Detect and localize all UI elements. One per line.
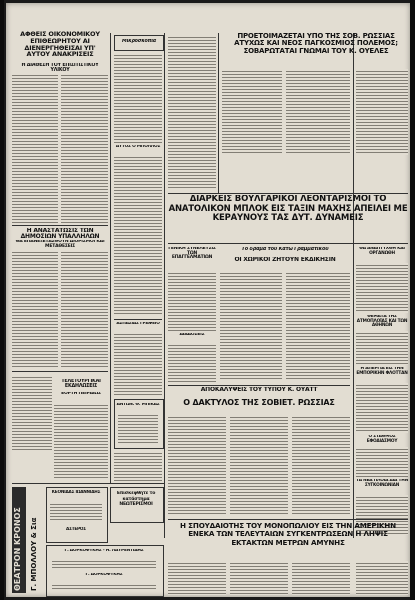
right-head-2: ΘΕΜΑΤΑ ΤΗΣ ΑΤΜΟΠΛΟΪΑΣ ΚΑΙ ΤΩΝ ΑΘΗΝΩΝ xyxy=(356,315,408,328)
article-body xyxy=(12,375,52,450)
lead-headline-2: ΔΙΑΡΚΕΙΣ ΒΟΥΛΓΑΡΙΚΟΙ ΛΕΟΝΤΑΡΙΣΜΟΙ ΤΟ ΑΝΑΤΟΛΙΚΟΝ ΜΠΛΟΚ ΕΙΣ ΤΑΞΙΝ ΜΑΧΗΣ ΑΠΕΙΛΕΙ ΜΕ ΚΕΡΑΥΝΟΥΣ ΤΑΣ ΔΥΤ. ΔΥΝΑΜΕΙΣ xyxy=(168,195,408,224)
column-rule xyxy=(218,33,219,193)
col1-event-sub: ΕΟΡΤΗ ΠΕΙΡΑΙΩΣ xyxy=(61,392,101,396)
lead-headline: ΠΡΟΕΤΟΙΜΑΖΕΤΑΙ ΥΠΟ ΤΗΣ ΣΟΒ. ΡΩΣΣΙΑΣ ΑΤΥΧΩΣ ΚΑΙ ΝΕΟΣ ΠΑΓΚΟΣΜΙΟΣ ΠΟΛΕΜΟΣ; ΣΟΒΑΡΩΤΑΤΑΙ ΓΝΩΜΑΙ ΤΟΥ Κ. ΟΥΕΛΕΣ xyxy=(234,33,398,55)
ad-tag: ΚΕΟΝΙΔΑΣ ΙΩΑΝΝΙΔΗΣ xyxy=(51,490,101,494)
article-body xyxy=(286,271,350,381)
article-body xyxy=(356,69,408,155)
article-body xyxy=(286,69,350,155)
mid-center-head-2: ΟΙ ΧΩΡΙΚΟΙ ΖΗΤΟΥΝ ΕΚΔΙΚΗΣΙΝ xyxy=(234,257,336,263)
article-body xyxy=(12,73,58,223)
section-rule xyxy=(168,193,408,194)
col2-mid-title: ΑΣΠΑΣΙΑΣ ΓΡΑΦΕΙΟ xyxy=(116,322,160,326)
right-head-5: ΤΑ ΝΕΑ ΠΛΟΙΑ ΔΙΑ ΤΗΝ ΣΥΓΚΟΙΝΩΝΙΑΝ xyxy=(356,479,408,488)
ad-body xyxy=(52,559,156,569)
ad-body xyxy=(118,413,158,443)
article-body xyxy=(168,561,226,595)
shop-ad-1: Γ. ΔΟΡΚΟΦΥΚΗΣ - Η. ΛΑΥΡΕΝΤΙΔΗΣ xyxy=(64,549,144,553)
section-rule xyxy=(168,519,408,520)
article-body xyxy=(114,451,162,481)
article-body xyxy=(356,331,408,365)
mid-left-head: ΓΕΝΙΚΗ ΣΥΝΕΛΕΥΣΙΣ ΤΩΝ ΕΠΑΓΓΕΛΜΑΤΙΩΝ xyxy=(168,247,216,261)
article-body xyxy=(356,263,408,313)
vertical-ad-title: ΘΕΑΤΡΟΝ ΚΡΟΝΟΣ xyxy=(13,507,22,591)
article-body xyxy=(114,155,162,315)
ad-body xyxy=(52,583,156,591)
article-body xyxy=(230,415,288,515)
column-rule xyxy=(164,33,165,538)
mid-left-mini: ΔΙΑΔΟΣΕΙΣ xyxy=(179,333,205,337)
article-body xyxy=(168,415,226,515)
section-rule xyxy=(168,385,350,386)
col1-headline: ΑΦΘΕΙΣ ΟΙΚΟΝΟΜΙΚΟΥ ΕΠΙΘΕΩΡΗΤΟΥ ΑΙ ΔΙΕΝΕΡΓΗΘΕΙΣΑΙ ΥΠ' ΑΥΤΟΥ ΑΝΑΚΡΙΣΕΙΣ xyxy=(20,31,100,59)
right-head-3: Η ΑΠΕΡΓΙΑ ΕΙΣ ΤΗΝ ΕΜΠΟΡΙΚΗΝ ΦΛΟΤΤΑΝ xyxy=(356,367,408,376)
article-body xyxy=(114,53,162,143)
article-body xyxy=(230,561,288,595)
col1-event-title: ΤΕΛΕΤΟΥΡΓΙΚΑΙ ΕΚΔΗΛΩΣΕΙΣ xyxy=(61,379,101,390)
vertical-ad-sub: Γ. ΜΠΟΛΛΟΥ & Σια xyxy=(30,517,38,591)
mid-center-head: Το δράμα του Κάτω Γραμματικού xyxy=(241,247,329,252)
article-body xyxy=(220,271,282,381)
section-rule xyxy=(12,371,108,372)
article-body xyxy=(168,343,216,383)
mid-aid-head: ΑΠΟΚΑΛΥΨΕΙΣ ΤΟΥ ΤΥΠΟΥ Κ. ΟΥΑΤΤ xyxy=(200,387,318,393)
scan-edge-right xyxy=(410,0,415,600)
col1-subhead: Η ΔΙΑΘΕΣΗ ΤΟΥ ΕΠΙΣΙΤΙΣΤΙΚΟΥ ΥΛΙΚΟΥ xyxy=(21,63,99,71)
section-rule xyxy=(12,483,164,484)
article-body xyxy=(168,271,216,331)
ad-body xyxy=(50,502,102,522)
section-rule xyxy=(114,319,162,320)
article-body xyxy=(292,415,350,515)
section-rule xyxy=(12,225,108,226)
col2-box-title: ΑΝΤΩΝ. Θ. ΜΠΙΚΑΣ xyxy=(116,403,160,407)
column-rule xyxy=(110,33,111,483)
article-body xyxy=(292,561,350,595)
article-body xyxy=(168,35,216,190)
right-head-4: Ο ΣΤΑΘΜΟΣ ΕΦΟΔΙΑΣΜΟΥ xyxy=(366,435,398,444)
section-rule xyxy=(168,243,408,244)
article-body xyxy=(61,73,108,223)
col2-small-head: ΑΥΤΟΣ Ο ΜΠΟΛΛΟΣ xyxy=(115,145,161,149)
article-body xyxy=(54,403,108,479)
article-body xyxy=(356,447,408,477)
mid-finger-head: Ο ΔΑΚΤΥΛΟΣ ΤΗΣ ΣΟΒΙΕΤ. ΡΩΣΣΙΑΣ xyxy=(183,399,335,407)
article-body xyxy=(61,250,108,368)
shop-ad-2: Γ. ΔΟΡΚΟΦΥΚΗΣ xyxy=(85,573,123,577)
scan-edge-left xyxy=(0,0,4,600)
article-body xyxy=(114,332,162,396)
col1-subhead-2: ΘΑ ΕΠΑΝΕΞΕΤΑΣΘΟΥΝ ΔΙΟΡΙΣΜΟΙ ΚΑΙ ΜΕΤΑΘΕΣΕΙΣ xyxy=(15,240,105,248)
newspaper-page xyxy=(6,3,410,597)
column-rule xyxy=(353,33,354,538)
bottom-headline: Η ΣΠΟΥΔΑΙΟΤΗΣ ΤΟΥ ΜΟΝΟΠΩΛΙΟΥ ΕΙΣ ΤΗΝ ΑΜΕΡΙΚΗΝ ΕΝΕΚΑ ΤΩΝ ΤΕΛΕΥΤΑΙΩΝ ΣΥΓΚΕΝΤΡΩΣΕΩΝ Η ΛΗΨΙΣ ΕΚΤΑΚΤΩΝ ΜΕΤΡΩΝ ΑΜΥΝΗΣ xyxy=(180,522,396,547)
article-body xyxy=(356,561,408,595)
promo-text: Επισκεφθήτε το κατάστημα ΝΕΩΤΕΡΙΣΜΟΙ xyxy=(116,491,156,508)
col1-headline-2: Η ΑΝΑΣΤΑΤΩΣΙΣ ΤΩΝ ΔΗΜΟΣΙΩΝ ΥΠΑΛΛΗΛΩΝ xyxy=(20,228,100,238)
article-body xyxy=(356,383,408,433)
article-body xyxy=(12,250,58,368)
right-head-1: ΘΑ ΑΝΑΠΤΥΧΘΗ ΚΑΙ ΟΡΓΑΝΩΘΗ xyxy=(359,247,405,256)
ad-tag-2: ΑΣΤΕΡΟΣ xyxy=(66,527,86,531)
col2-header: Μικροσκόπια xyxy=(122,39,156,44)
article-body xyxy=(222,69,282,155)
